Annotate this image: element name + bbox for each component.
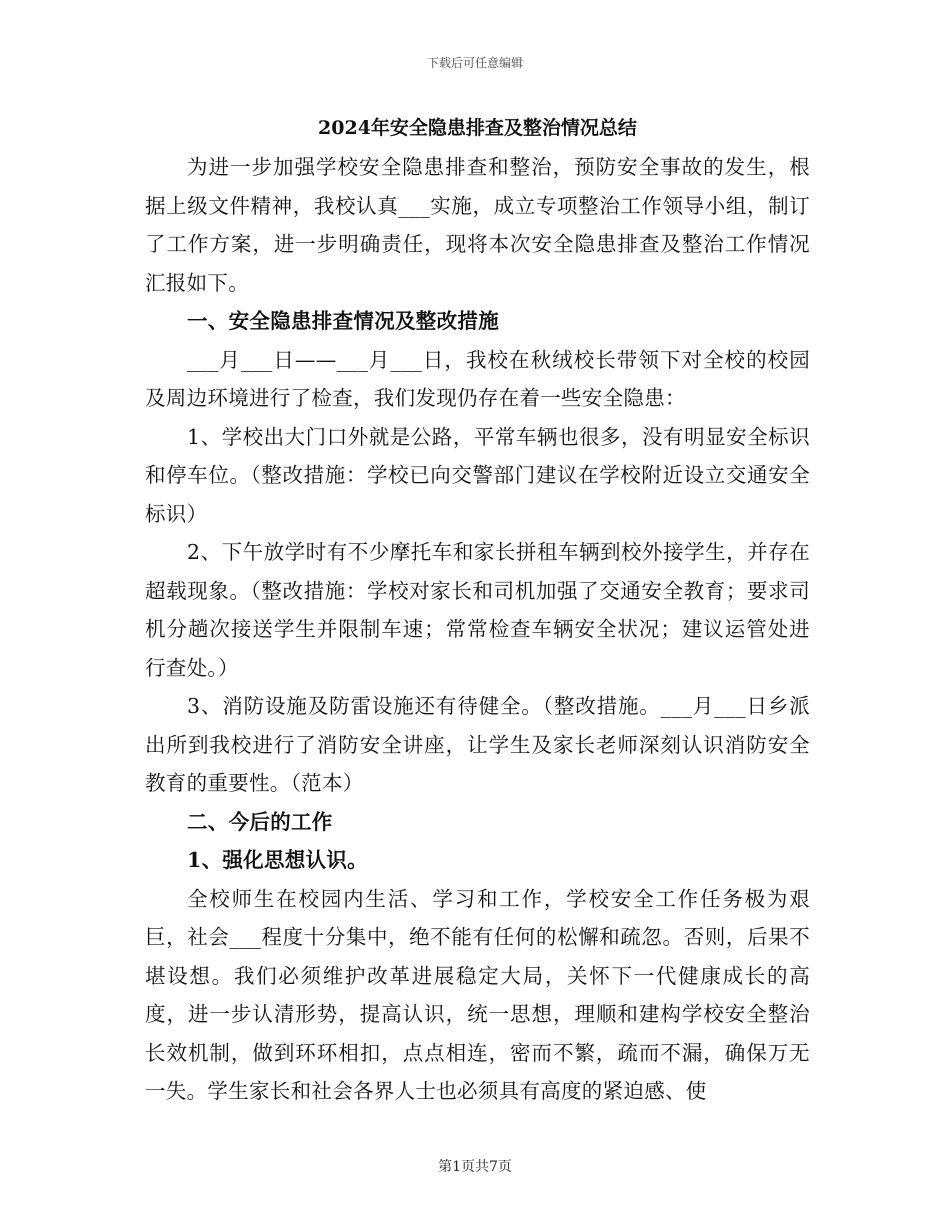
document-body — [145, 110, 810, 1111]
subsection-heading-1: 1、强化思想认识。 — [187, 848, 368, 872]
document-title: 2024年安全隐患排查及整治情况总结 — [318, 117, 637, 139]
inspection-paragraph: ___月___日——___月___日，我校在秋绒校长带领下对全校的校园及周边环境进行了检查，我们发现仍存在着一些安全隐患： — [145, 347, 810, 410]
page-footer: 第1页共7页 — [438, 1159, 512, 1175]
item-3-paragraph: 3、消防设施及防雷设施还有待健全。（整改措施。___月___日乡派出所到我校进行了消防安全讲座，让学生及家长老师深刻认识消防安全教育的重要性。（范本） — [145, 694, 810, 795]
section-heading-1: 一、安全隐患排查情况及整改措施 — [187, 309, 499, 333]
section-heading-2: 二、今后的工作 — [187, 809, 333, 834]
intro-paragraph: 为进一步加强学校安全隐患排查和整治，预防安全事故的发生，根据上级文件精神，我校认真___实施，成立专项整治工作领导小组，制订了工作方案，进一步明确责任，现将本次安全隐患排查及整治工作情况汇报如下。 — [145, 155, 810, 295]
item-2-paragraph: 2、下午放学时有不少摩托车和家长拼租车辆到校外接学生，并存在超载现象。（整改措施：学校对家长和司机加强了交通安全教育；要求司机分趟次接送学生并限制车速；常常检查车辆安全状况；建议运管处进行查处。） — [145, 540, 810, 680]
work-paragraph: 全校师生在校园内生活、学习和工作，学校安全工作任务极为艰巨，社会___程度十分集中，绝不能有任何的松懈和疏忽。否则，后果不堪设想。我们必须维护改革进展稳定大局，关怀下一代健康成长的高度，进一步认清形势，提高认识，统一思想，理顺和建构学校安全整治长效机制，做到环环相扣，点点相连，密而不繁，疏而不漏，确保万无一失。学生家长和社会各界人士也必须具有高度的紧迫感、使 — [145, 886, 810, 1103]
header-note: 下载后可任意编辑 — [426, 56, 523, 70]
item-1-paragraph: 1、学校出大门口外就是公路，平常车辆也很多，没有明显安全标识和停车位。（整改措施：学校已向交警部门建议在学校附近设立交通安全标识） — [145, 424, 810, 526]
